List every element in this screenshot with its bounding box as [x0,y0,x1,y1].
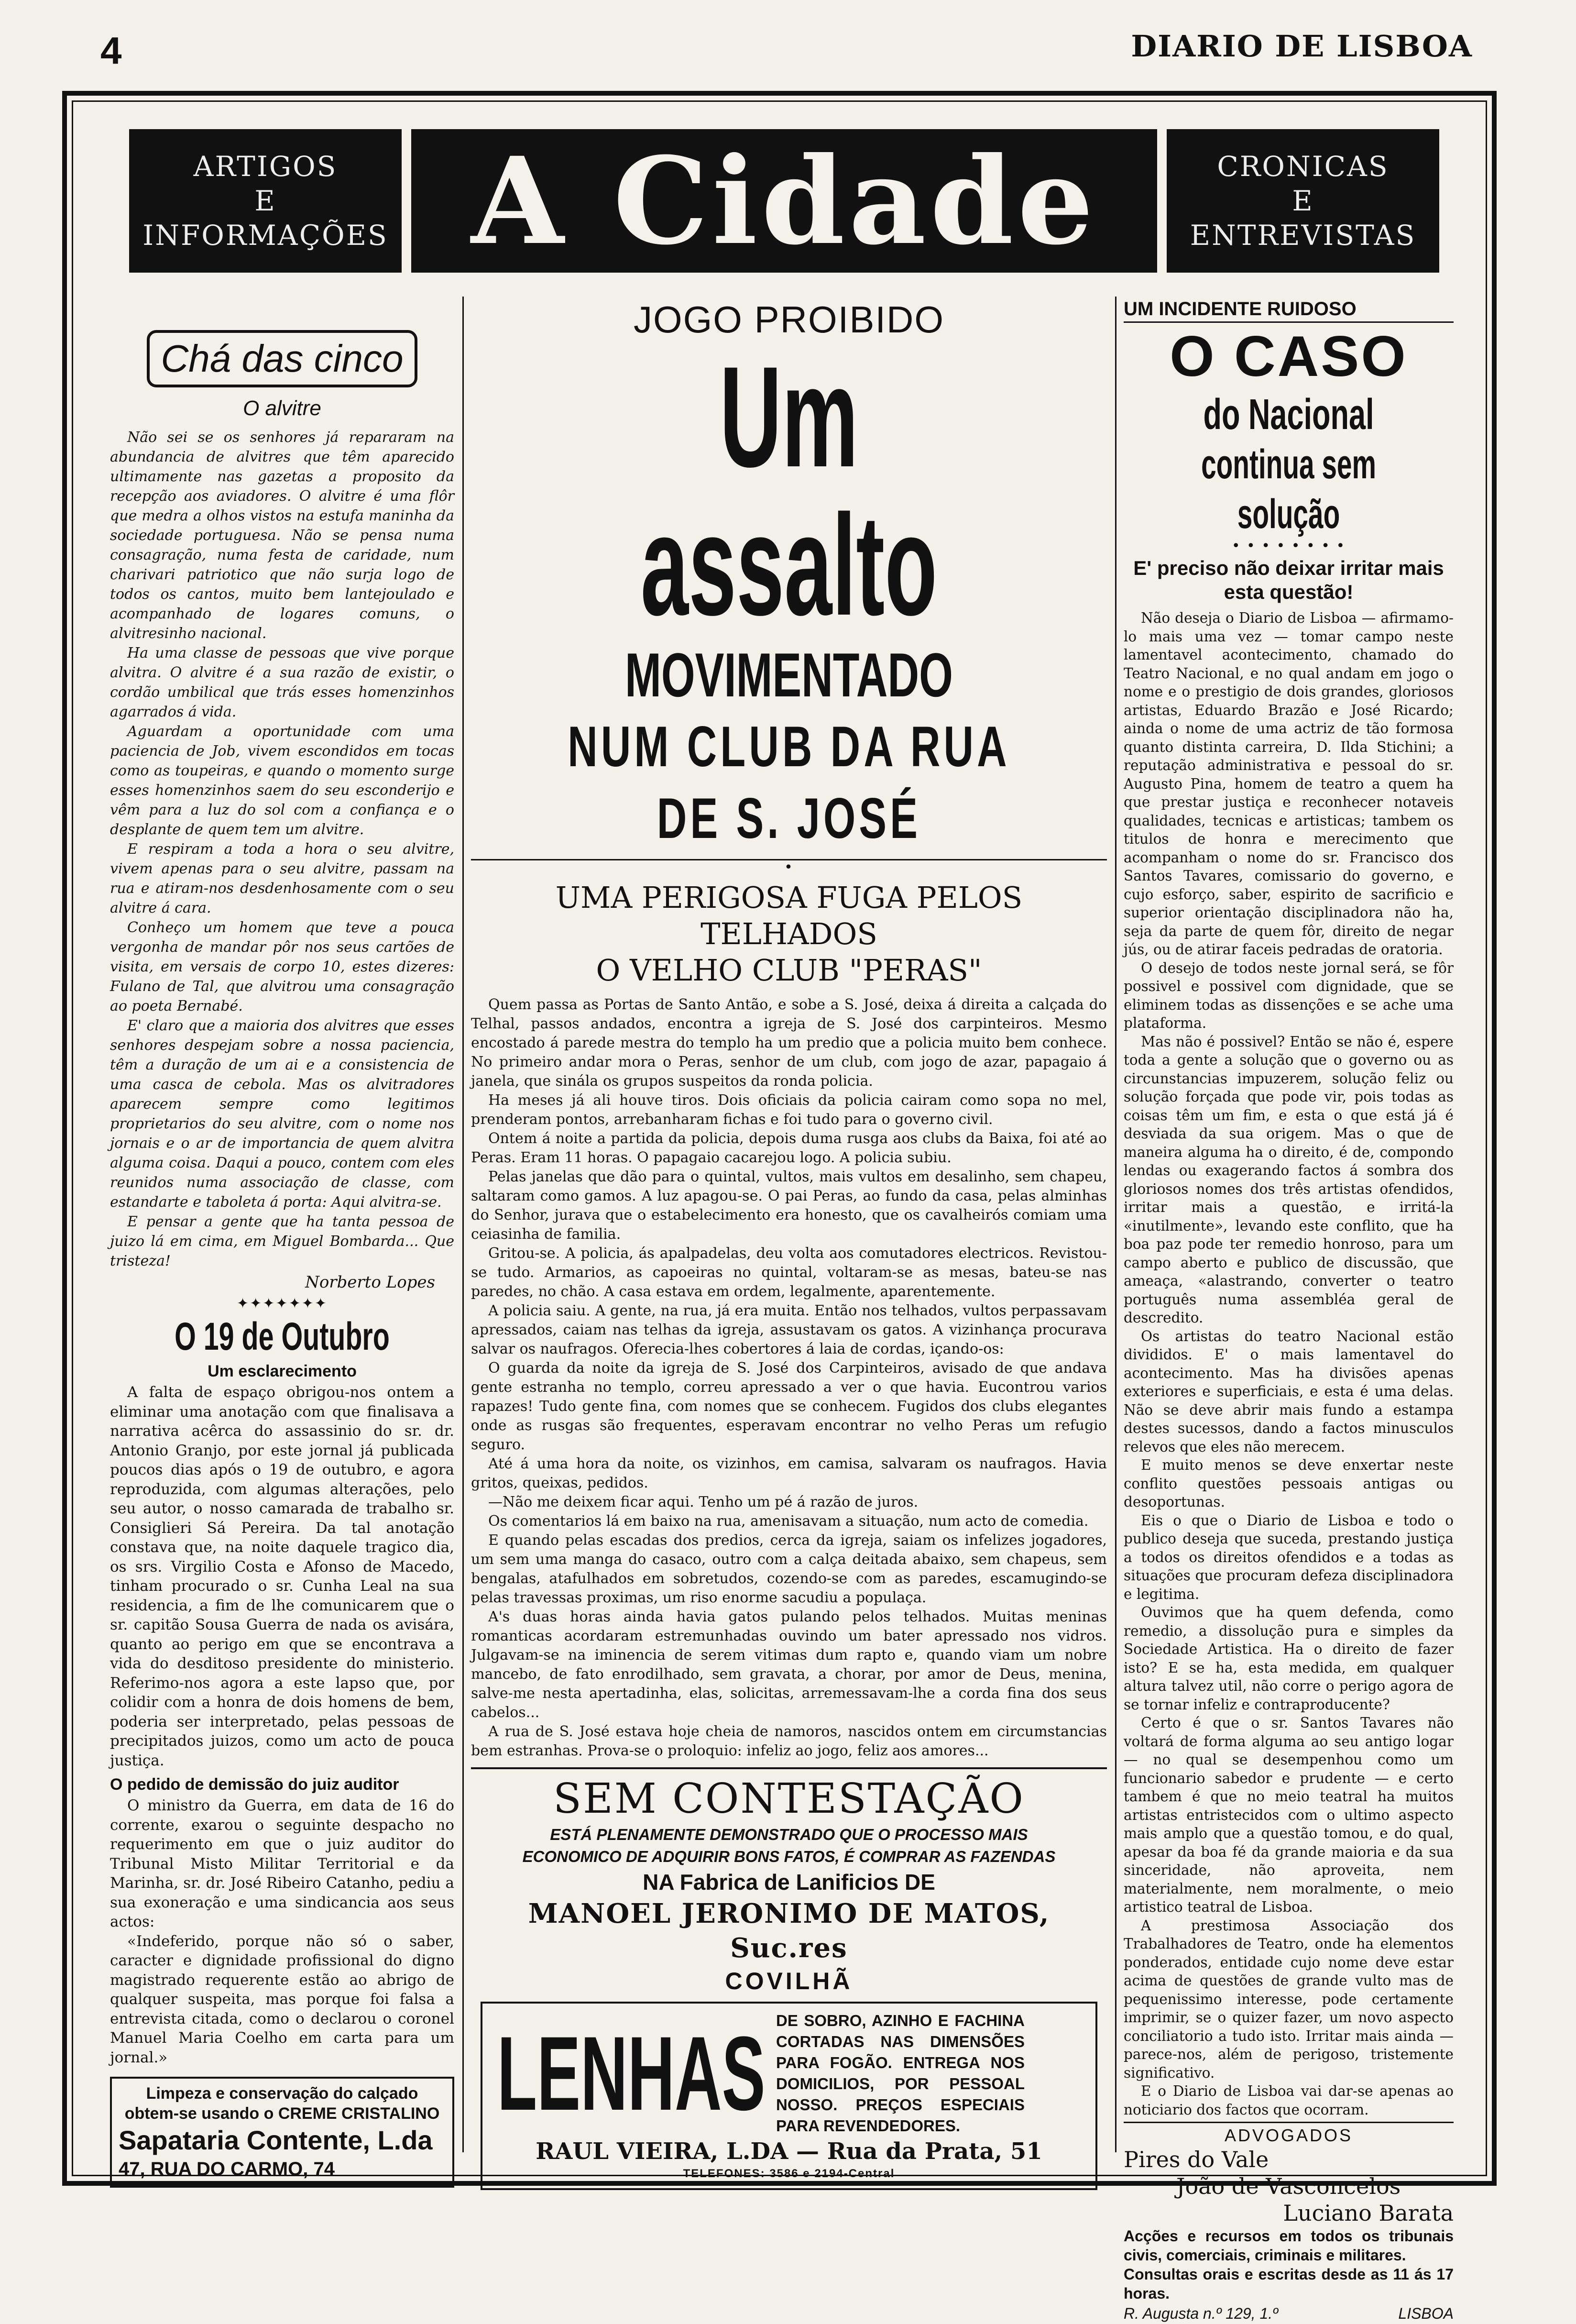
article-deck: NUM CLUB DA RUA DE S. JOSÉ [568,715,1010,850]
advertisement-lanificios: SEM CONTESTAÇÃO ESTÁ PLENAMENTE DEMONSTRADO QUE O PROCESSO MAIS ECONOMICO DE ADQUIRIR BONS FATOS, É COMPRAR AS FAZENDAS NA Fabrica de Lanificios DE MANOEL JERONIMO DE MATOS, Suc.res COVILHÃ [471,1767,1107,1997]
section-masthead [129,129,1439,273]
article-body: Não deseja o Diario de Lisboa — afirmamo-lo mais uma vez — tomar campo neste lamentavel acontecimento, chamado do Teatro Nacional, e no qual andam em jogo o nome e o prestigio de dois grandes, gloriosos artistas, Eduardo Brazão e José Ricardo; ainda o nome de uma actriz de tão formosa quanto distinta carreira, D. Ilda Stichini; a reputação administrativa e pessoal do sr. Augusto Pina, homem de teatro a quem ha que prestar justiça e reconhecer notaveis qualidades, tecnicas e artisticas; tambem os titulos de honra e merecimento que acompanham o nome do sr. Francisco dos Santos Tavares, comissario do governo, e cujo esforço, saber, espirito de sacrificio e superior orientação disciplinadora não ha, seja da parte de quem fôr, direito de negar jús, ou de atirar faceis pedradas de oratoria. O desejo de todos neste jornal será, se fôr possivel e possivel com dignidade, que se eliminem todas as dissenções e se ache uma plataforma. Mas não é possivel? Então se não é, espere toda a gente a solução que o governo ou as circunstancias impuzerem, solução feliz ou solução forçada que pode vir, pois todas as coisas têm um fim, e esta o que está já é desviada da sua origem. Mas o que de maneira alguma ha o direito, é de, compondo lendas ou exagerando factos á sombra dos gloriosos nomes dos três artistas ofendidos, irritar mais a questão, e irritá-la «inutilmente», levando este conflito, que ha boa paz pode ter remedio honroso, para um campo aberto e publico de discussão, que ameaça, «alastrando, converter o teatro português numa assembléa geral de descredito. Os artistas do teatro Nacional estão divididos. E' o mais lamentavel do acontecimento. Mas ha divisões apenas exteriores e superficiais, e esta é uma delas. Não se deve abrir mais fundo a estampa destes sucessos, dando a factos minusculos relevos que eles não merecem. E muito menos se deve enxertar neste conflito questões pessoais antigas ou desoportunas. Eis o que o Diario de Lisboa e todo o publico deseja que suceda, prestando justiça a todos os direitos ofendidos e a todas as situações que procuram defeza disciplinadora e legitima. Ouvimos que ha quem defenda, como remedio, a dissolução pura e simples da Sociedade Artistica. Ha o direito de fazer isto? E se ha, esta medida, em qualquer altura talvez util, não corre o perigo agora de se tornar infeliz e contraproducente? Certo é que o sr. Santos Tavares não voltará de forma alguma ao seu antigo logar — no qual se desempenhou como um funcionario sabedor e prudente — e certo tambem é que no meio teatral ha muitos artistas entristecidos com o ultimo aspecto mais amplo que a questão tomou, e do qual, apesar da boa fé da grande maioria e da sua sinceridade, não aproveita, nem materialmente, nem moralmente, o meio artistico teatral de Lisboa. A prestimosa Associação dos Trabalhadores de Teatro, onde ha elementos ponderados, entidade cujo nome deve estar acima de questões de grande vulto mas de pequenissimo interesse, pode certamente imprimir, se o quizer fazer, um novo aspecto conciliatorio a tudo isto. Irritar mais ainda — parece-nos, além de perigoso, tristemente significativo. E o Diario de Lisboa vai dar-se apenas ao noticiario dos factos que ocorram. [1124,610,1454,2118]
divider: ✦✦✦✦✦✦✦ [237,1295,328,1312]
article-kicker: UM INCIDENTE RUIDOSO [1124,297,1454,323]
masthead-right-panel: CRONICAS E ENTREVISTAS [1167,129,1439,273]
advertisement-lenhas: LENHAS DE SOBRO, AZINHO E FACHINA CORTADAS NAS DIMENSÕES PARA FOGÃO. ENTREGA NOS DOMICILIOS, POR PESSOAL NOSSO. PREÇOS ESPECIAIS PARA REVENDEDORES. RAUL VIEIRA, L.DA — Rua da Prata, 51 TELEFONES: 3586 e 2194-Central [481,2002,1097,2190]
article-deck: E' preciso não deixar irritar mais esta questão! [1133,557,1444,603]
column-left [110,330,454,2188]
advertisement-advogados: ADVOGADOS Pires do Vale João de Vasconcelos Luciano Barata Acções e recursos em todos os tribunais civis, comerciais, criminais e militares. Consultas orais e escritas desde as 11 ás 17 horas. R. Augusta n.º 129, 1.º LISBOA [1124,2122,1454,2324]
newspaper-name: DIARIO DE LISBOA [1131,29,1473,64]
article-body: O ministro da Guerra, em data de 16 do corrente, exarou o seguinte despacho no requerimento em que o juiz auditor do Tribunal Misto Militar Territorial e da Marinha, sr. dr. José Ribeiro Catanho, pediu a sua exoneração e uma sindicancia aos seus actos: «Indeferido, porque não só o saber, caracter e dignidade profissional do digno magistrado requerente estão ao abrigo de qualquer suspeita, mas porque foi falsa a entrevista citada, como o declarou o coronel Manuel Maria Coelho em carta para um jornal.» [110,1797,454,2066]
article-subheadline: O VELHO CLUB "PERAS" [596,953,982,988]
article-kicker: JOGO PROIBIDO [633,298,945,341]
column-center [471,297,1107,2190]
article-body: Não sei se os senhores já repararam na abundancia de alvitres que têm aparecido ultimamente nas gazetas a proposito da recepção aos aviadores. O alvitre é uma flôr que medra a olhos vistos na estufa maninha da sociedade portuguesa. Não se pensa numa consagração, numa festa de caridade, num charivari patriotico que não surja logo de todos os cantos, muito bem lantejoulado e acompanhado de logares comuns, o alvitresinho nacional. Ha uma classe de pessoas que vive porque alvitra. O alvitre é a sua razão de existir, o cordão umbilical que trás esses homenzinhos agarrados á vida. Aguardam a oportunidade com uma paciencia de Job, vivem escondidos em tocas como as toupeiras, e quando o momento surge esses homenzinhos saem do seu esconderijo e vêm para a luz do sol com a confiança e o desplante de quem tem um alvitre. E respiram a toda a hora o seu alvitre, vivem apenas para o seu alvitre, passam na rua e atiram-nos desdenhosamente com o seu alvitre á cara. Conheço um homem que teve a pouca vergonha de mandar pôr nos seus cartões de visita, em versais de corpo 10, estes dizeres: Fulano de Tal, que alvitrou uma consagração ao poeta Bernabé. E' claro que a maioria dos alvitres que esses senhores despejam sobre a nossa paciencia, têm a duração de um ai e a consistencia de uma casca de cebola. Mas os alvitradores aparecem sempre como legitimos proprietarios do seu alvitre, com o nome nos jornais e o ar de importancia de quem alvitra alguma coisa. Daqui a pouco, contem com eles reunidos numa associação de classe, com estandarte e taboleta á porta: Aqui alvitra-se. E pensar a gente que ha tanta pessoa de juizo lá em cima, em Miguel Bombarda... Que tristeza! [110,429,454,1269]
article-deck: MOVIMENTADO [625,640,953,710]
masthead-left-panel: ARTIGOS E INFORMAÇÕES [129,129,402,273]
article-heading: O alvitre [243,397,321,420]
article-subheadline: UMA PERIGOSA FUGA PELOS TELHADOS [555,880,1023,951]
article-headline: O 19 de Outubro [175,1315,390,1358]
advertisement-sapataria: Limpeza e conservação do calçado obtem-se usando o CREME CRISTALINO Sapataria Contente, L.da 47, RUA DO CARMO, 74 [110,2077,454,2188]
column-right [1124,297,1454,2324]
article-body: A falta de espaço obrigou-nos ontem a eliminar uma anotação com que finalisava a narrativa acêrca do assassinio do sr. dr. Antonio Granjo, por este jornal já publicada poucos dias após o 19 de outubro, e agora reproduzida, com algumas alterações, pelo seu autor, o nosso camarada de trabalho sr. Consiglieri Sá Pereira. Da tal anotação constava que, na noite daquele tragico dia, os srs. Virgilio Costa e Afonso de Macedo, tinham procurado o sr. Cunha Leal na sua residencia, a fim de lhe comunicarem que o sr. capitão Sousa Guerra de nada os avisára, quanto ao perigo em que se encontrava a vida do desditoso presidente do ministerio. Referimo-nos agora a este lapso que, por colidir com a honra de dois homens de bem, poderia ser interpretado, pelas pessoas de precipitados juizos, como um acto de pouca justiça. [110,1384,454,1769]
article-headline: continua sem solução [1201,441,1376,537]
page-header [72,19,1473,72]
article-headline: O CASO [1170,324,1408,388]
article-headline: Um assalto [640,336,938,645]
author: Norberto Lopes [305,1273,435,1292]
page-number: 4 [100,29,122,72]
article-body: Quem passa as Portas de Santo Antão, e sobe a S. José, deixa á direita a calçada do Telhal, passos andados, encontra a igreja de S. José dos carpinteiros. Mesmo encostado á parede mestra do templo ha um predio que a policia muito bem conhece. No primeiro andar mora o Peras, senhor de um club, com jogo de azar, papagaio á janela, que sinála os grupos suspeitos da ronda policia. Ha meses já ali houve tiros. Dois oficiais da policia cairam como sopa no mel, prenderam pontos, arrebanharam fichas e foi tudo para o governo civil. Ontem á noite a partida da policia, depois duma rusga aos clubs da Baixa, foi até ao Peras. Eram 11 horas. O papagaio cacarejou logo. A policia subiu. Pelas janelas que dão para o quintal, vultos, mais vultos em desalinho, sem chapeu, saltaram como gamos. A luz apagou-se. O pai Peras, ao fundo da casa, pelas alminhas do Senhor, jurava que o estabelecimento era honesto, que os cavalheirós comiam uma ceiasinha de familia. Gritou-se. A policia, ás apalpadelas, deu volta aos comutadores electricos. Revistou-se tudo. Armarios, as capoeiras no quintal, voltaram-se as mesas, bateu-se nas paredes, no chão. A casa estava em ordem, legalmente, aparentemente. A policia saiu. A gente, na rua, já era muita. Então nos telhados, vultos perpassavam apressados, caiam nas telhas da igreja, assustavam os gatos. A vizinhança procurava salvar os naufragos. Oferecia-lhes cobertores á laia de cordas, içando-os: O guarda da noite da igreja de S. José dos Carpinteiros, avisado de que andava gente estranha no templo, correu apressado a ver o que havia. Eucontrou varios rapazes! Tudo gente fina, com nomes que se conhecem. Fugidos dos clubs elegantes onde as rusgas são frequentes, esperavam encontrar no velho Peras um refugio seguro. Até á uma hora da noite, os vizinhos, em camisa, salvaram os naufragos. Havia gritos, queixas, pedidos. —Não me deixem ficar aqui. Tenho um pé á razão de juros. Os comentarios lá em baixo na rua, amenisavam a situação, num acto de comedia. E quando pelas escadas dos predios, cerca da igreja, saiam os infelizes jogadores, um sem uma manga do casaco, outro com a calça deitada abaixo, sem chapeus, sem bengalas, atafulhados em sobretudos, cozendo-se com as paredes, escamugindo-se pelas travessas proximas, um riso enorme sacudiu a populaça. A's duas horas ainda havia gatos pulando pelos telhados. Muitas meninas romanticas acordaram estremunhadas ouvindo um bater apressado nos vidros. Julgavam-se na iminencia de serem vitimas dum rapto e, quando viam um nobre mancebo, de fato enrodilhado, sem gravata, a chorar, por amor de Deus, menina, salve-me nesta apertadinha, elas, solicitas, arremessavam-lhe a corda fina dos seus cabelos... A rua de S. José estava hoje cheia de namoros, nascidos ontem em circumstancias bem estranhas. Prova-se o proloquio: infeliz ao jogo, feliz aos amores... [471,996,1107,1759]
article-subheading: Um esclarecimento [208,1362,357,1380]
section-title: Chá das cinco [147,330,418,387]
divider: • • • • • • • • [1231,538,1346,554]
masthead-title: A Cidade [411,129,1157,273]
column-rule [462,297,464,2152]
article-heading: O pedido de demissão do juiz auditor [110,1775,399,1794]
column-rule [1115,297,1116,2152]
article-headline: do Nacional [1203,391,1374,439]
divider: • [471,859,1107,875]
